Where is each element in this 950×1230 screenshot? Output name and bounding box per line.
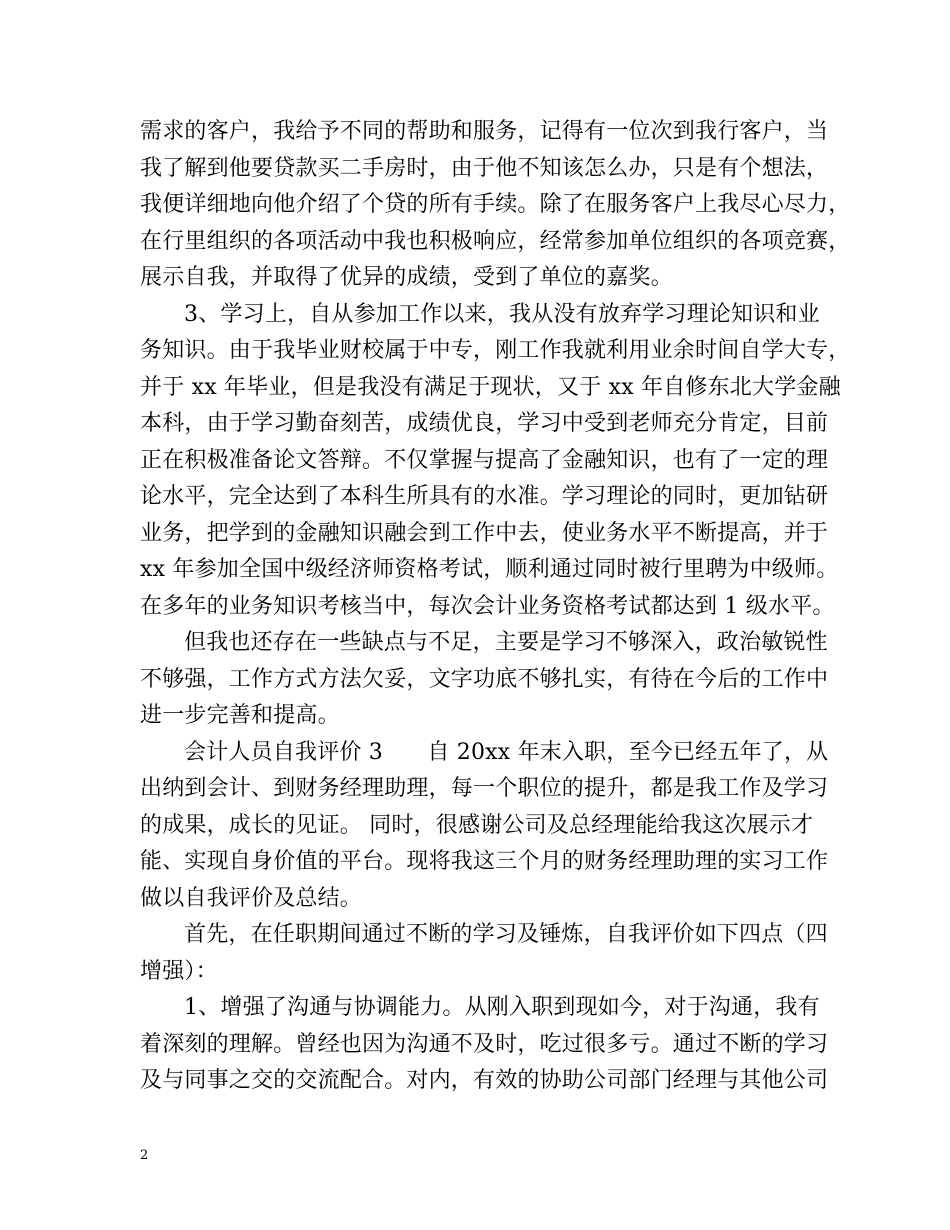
text-line: 的成果，成长的见证。 同时，很感谢公司及总经理能给我这次展示才 bbox=[140, 813, 814, 838]
text-line: 首先，在任职期间通过不断的学习及锤炼，自我评价如下四点（四 bbox=[184, 922, 828, 947]
text-line: 本科，由于学习勤奋刻苦，成绩优良，学习中受到老师充分肯定，目前 bbox=[140, 411, 829, 436]
text-line: 我了解到他要贷款买二手房时，由于他不知该怎么办，只是有个想法， bbox=[140, 156, 829, 181]
text-line: 出纳到会计、到财务经理助理，每一个职位的提升，都是我工作及学习 bbox=[140, 776, 829, 801]
text-line: 展示自我，并取得了优异的成绩，受到了单位的嘉奖。 bbox=[140, 265, 673, 290]
text-line: 但我也还存在一些缺点与不足，主要是学习不够深入，政治敏锐性 bbox=[184, 630, 828, 655]
text-line: 论水平，完全达到了本科生所具有的水准。学习理论的同时，更加钻研 bbox=[140, 484, 829, 509]
text-line: 做以自我评价及总结。 bbox=[140, 886, 363, 911]
text-line: 业务，把学到的金融知识融会到工作中去，使业务水平不断提高，并于 bbox=[140, 521, 829, 546]
text-line: 会计人员自我评价 3 自 20xx 年末入职，至今已经五年了，从 bbox=[184, 740, 829, 765]
text-line: 3、学习上，自从参加工作以来，我从没有放弃学习理论知识和业 bbox=[184, 302, 820, 327]
text-line: 需求的客户，我给予不同的帮助和服务，记得有一位次到我行客户，当 bbox=[140, 119, 829, 144]
text-line: 不够强，工作方式方法欠妥，文字功底不够扎实，有待在今后的工作中 bbox=[140, 667, 829, 692]
text-line: 能、实现自身价值的平台。现将我这三个月的财务经理助理的实习工作 bbox=[140, 849, 829, 874]
text-line: xx 年参加全国中级经济师资格考试，顺利通过同时被行里聘为中级师。 bbox=[140, 557, 839, 582]
text-line: 着深刻的理解。曾经也因为沟通不及时，吃过很多亏。通过不断的学习 bbox=[140, 1032, 829, 1057]
text-line: 务知识。由于我毕业财校属于中专，刚工作我就利用业余时间自学大专， bbox=[140, 338, 851, 363]
text-line: 增强）： bbox=[140, 959, 218, 984]
text-line: 及与同事之交的交流配合。对内，有效的协助公司部门经理与其他公司 bbox=[140, 1068, 829, 1093]
text-line: 进一步完善和提高。 bbox=[140, 703, 340, 728]
text-line: 1、增强了沟通与协调能力。从刚入职到现如今，对于沟通，我有 bbox=[184, 995, 820, 1020]
text-line: 在多年的业务知识考核当中，每次会计业务资格考试都达到 1 级水平。 bbox=[140, 594, 835, 619]
page-number: 2 bbox=[140, 1148, 149, 1163]
text-line: 在行里组织的各项活动中我也积极响应，经常参加单位组织的各项竞赛， bbox=[140, 229, 851, 254]
text-line: 并于 xx 年毕业，但是我没有满足于现状，又于 xx 年自修东北大学金融 bbox=[140, 375, 841, 400]
text-line: 正在积极准备论文答辩。不仅掌握与提高了金融知识，也有了一定的理 bbox=[140, 448, 829, 473]
text-line: 我便详细地向他介绍了个贷的所有手续。除了在服务客户上我尽心尽力， bbox=[140, 192, 851, 217]
